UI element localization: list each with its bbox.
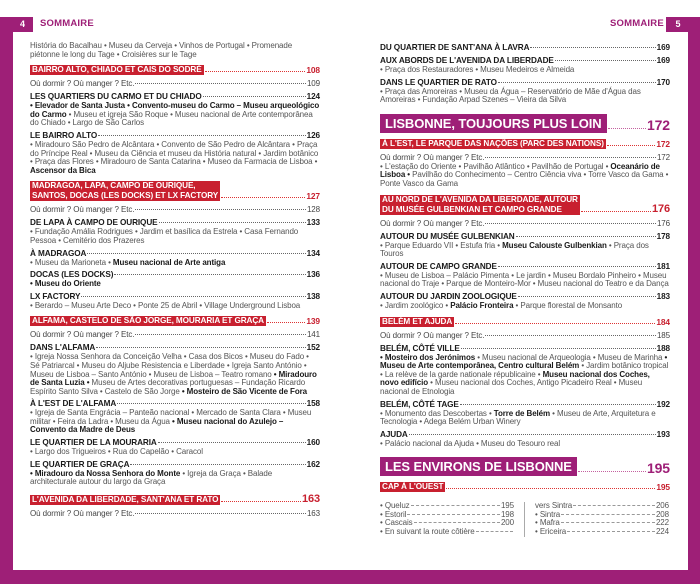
text: • Largo dos Trigueiros • Rua do Capelão • Caracol — [30, 447, 203, 457]
entry-title: vers Sintra — [535, 501, 573, 511]
entry-description — [380, 272, 670, 289]
entry-description — [30, 302, 320, 311]
leader-dots — [205, 71, 306, 72]
highlight-text: Museu nacional dos Coches, novo edifício — [380, 369, 650, 388]
entry-title: • Ericeira — [535, 527, 567, 537]
entry-page: 208 — [655, 509, 669, 519]
entry-page: 162 — [306, 459, 320, 469]
entry-title: Où dormir ? Où manger ? Etc. — [380, 152, 485, 162]
entry-description — [30, 353, 320, 396]
entry-title: Où dormir ? Où manger ? Etc. — [30, 205, 135, 215]
entry-description — [380, 354, 670, 397]
entry-page: 127 — [306, 191, 320, 202]
entry-description — [380, 66, 670, 75]
leader-dots — [498, 82, 656, 83]
leader-dots — [135, 209, 306, 210]
text: • Museu de Lisboa – Palácio Pimenta • Le jardin • Museu Bordalo Pinheiro • Museu nacional do Traje • Parque de Monteiro-Mor • Museu nacional do Teatro e da Dança — [380, 270, 669, 289]
entry-title: LX FACTORY — [30, 291, 81, 301]
entry-page: 183 — [656, 291, 670, 301]
entry-page: 169 — [656, 43, 670, 52]
entry-description — [30, 259, 320, 268]
entry-title: DANS LE QUARTIER DE RATO — [380, 77, 497, 87]
text: • Praça das Amoreiras • Museu da Água – Reservatório de Mãe d'Água das Amoreiras • Fundação Arpad Szenes – Vieira da Silva — [380, 86, 641, 105]
entry-page: 185 — [656, 330, 670, 340]
entry-page: 136 — [306, 270, 320, 280]
entry-description — [380, 302, 670, 311]
entry-title: LE BAIRRO ALTO — [30, 130, 98, 140]
entry-description — [380, 410, 670, 427]
highlight-text: Torre de Belém — [493, 408, 551, 418]
left-page-number: 4 — [12, 17, 33, 32]
leader-dots — [87, 253, 305, 254]
text: • Museu nacional de Arqueologia • Museu de Marinha — [475, 352, 665, 362]
entry-description — [30, 470, 320, 487]
entry-title: DANS L'ALFAMA — [30, 343, 96, 353]
list-column — [380, 502, 514, 536]
entry-title: CAP À L'OUEST — [382, 482, 444, 492]
leader-dots — [221, 501, 301, 502]
leader-dots — [114, 274, 305, 275]
text: • Museu nacional dos Coches, Antigo Picadeiro Real • Museu nacional de Etnologia — [380, 378, 643, 396]
entry-title: • Mafra — [535, 518, 560, 528]
practical-info-entry[interactable] — [30, 79, 320, 89]
entry-page: 124 — [306, 92, 320, 102]
leader-dots — [516, 236, 656, 237]
entry-page: 139 — [306, 316, 320, 327]
leader-dots — [81, 296, 305, 297]
entry-title: Où dormir ? Où manger ? Etc. — [30, 508, 135, 518]
left-page-corner — [0, 17, 12, 32]
entry-title: • En suivant la route côtière — [380, 527, 475, 537]
entry-title: AUTOUR DU MUSÉE GULBENKIAN — [380, 231, 515, 241]
entry-page: 163 — [306, 508, 320, 518]
leader-dots — [607, 145, 655, 146]
entry-page: 126 — [306, 130, 320, 140]
leader-dots — [485, 157, 656, 158]
entry-title: L'AVENIDA DA LIBERDADE, SANT'ANA ET RATO — [32, 494, 219, 504]
entry-title: LE QUARTIER DE GRAÇA — [30, 459, 130, 469]
entry-title: À L'EST, LE PARQUE DAS NAÇÕES (PARC DES NATIONS) — [382, 138, 604, 148]
entry-page: 200 — [500, 518, 514, 528]
leader-dots — [498, 266, 656, 267]
leader-dots — [460, 404, 656, 405]
leader-dots — [567, 531, 655, 532]
entry-page: 195 — [500, 501, 514, 511]
column-divider — [524, 502, 525, 536]
entry-page: 158 — [306, 399, 320, 409]
entry-description — [30, 141, 320, 175]
chapter-banner[interactable] — [380, 195, 670, 215]
text: • Monumento das Descobertas • — [380, 408, 494, 418]
text: • Praça dos Touros — [380, 240, 649, 259]
entry-title: Où dormir ? Où manger ? Etc. — [380, 330, 485, 340]
entry-title: À MADRAGOA — [30, 248, 87, 258]
highlight-text: • Museu de Arte contemporânea, Centro cultural Belém — [380, 352, 668, 371]
leader-dots — [98, 135, 305, 136]
entry-page: 160 — [306, 438, 320, 448]
text: • Igreja de Santa Engrácia – Panteão nacional • Mercado de Santa Clara • Museu militar • Feira da Ladra • Museu da Água — [30, 408, 312, 426]
subsection-list — [380, 502, 670, 536]
highlight-text: • Mosteiro de São Vicente de Fora — [181, 386, 307, 396]
practical-info-entry[interactable] — [30, 509, 320, 519]
entry-description — [30, 409, 320, 435]
text: • Museu et igreja São Roque • Museu nacional de Arte contemporânea do Chiado • Largo de São Carlos — [30, 109, 313, 128]
leader-dots — [476, 531, 513, 532]
entry-description — [30, 102, 320, 128]
entry-title: AUX ABORDS DE L'AVENIDA DA LIBERDADE — [380, 56, 554, 65]
text: • Jardim zoológico • — [380, 300, 451, 310]
section-heading[interactable] — [380, 43, 670, 53]
entry-title: AUTOUR DE CAMPO GRANDE — [380, 261, 497, 271]
entry-description — [30, 448, 320, 457]
leader-dots — [411, 505, 500, 506]
practical-info-entry[interactable] — [30, 330, 320, 340]
leader-dots — [561, 514, 655, 515]
text: • Parque florestal de Monsanto — [513, 300, 623, 310]
text: Pavilhão do Conhecimento – Centro Ciência viva • Torre Vasco da Gama • Ponte Vasco da Gama — [380, 170, 669, 188]
entry-page: 195 — [646, 460, 670, 477]
highlight-text: Oceanário de Lisboa • — [380, 161, 660, 180]
entry-page: 163 — [301, 492, 320, 505]
leader-dots — [461, 348, 656, 349]
text: • Fundação Amália Rodrigues • Jardim et basílica da Estrela • Casa Fernando Pessoa • Cemitério dos Prazeres — [30, 227, 299, 245]
highlight-text: • Elevador de Santa Justa • Convento-museu do Carmo – Museu arqueológico do Carmo — [30, 101, 320, 119]
entry-page: 181 — [656, 261, 670, 271]
entry-title: MADRAGOA, LAPA, CAMPO DE OURIQUE, SANTOS, DOCAS (LES DOCKS) ET LX FACTORY — [32, 181, 219, 201]
leader-dots — [135, 334, 306, 335]
text: • Parque Eduardo VII • Estufa fria • — [380, 240, 503, 250]
entry-title: AU NORD DE L'AVENIDA DA LIBERDADE, AUTOUR DU MUSÉE GULBENKIAN ET CAMPO GRANDE — [382, 194, 578, 214]
practical-info-entry[interactable] — [380, 331, 670, 341]
entry-title: Où dormir ? Où manger ? Etc. — [30, 330, 135, 340]
entry-page: 138 — [306, 291, 320, 301]
entry-title: LE QUARTIER DE LA MOURARIA — [30, 438, 157, 448]
entry-page: 184 — [656, 316, 670, 327]
leader-dots — [518, 296, 656, 297]
part-banner[interactable] — [380, 114, 670, 133]
right-running-title: SOMMAIRE — [610, 18, 664, 29]
entry-page: 109 — [306, 79, 320, 89]
leader-dots — [130, 464, 305, 465]
list-column — [535, 502, 669, 536]
text: • Igreja Nossa Senhora da Conceição Velha • Casa dos Bicos • Museu do Fado • Sé Patriarcal • Museu do Aljube Resistencia e Liberdade • Igreja Santo António • Museu de Lisboa – Santo António • Museu de Lisboa – Teatro romano — [30, 352, 309, 379]
entry-page: 224 — [655, 527, 669, 537]
left-page-border — [0, 32, 13, 584]
text: • Igreja da Graça • Balade architecturale autour du largo da Graça — [30, 468, 273, 487]
entry-title: • Sintra — [535, 509, 561, 519]
highlight-text: • Museu do Oriente — [30, 279, 101, 289]
part-banner[interactable] — [380, 457, 670, 476]
entry-title: AJUDA — [380, 429, 408, 439]
entry-description — [380, 88, 670, 105]
entry-title: DOCAS (LES DOCKS) — [30, 270, 114, 280]
entry-description — [30, 228, 320, 245]
entry-description — [380, 440, 670, 449]
leader-dots — [485, 223, 656, 224]
left-running-title: SOMMAIRE — [40, 18, 94, 29]
entry-page: 152 — [306, 343, 320, 353]
chapter-banner[interactable] — [380, 317, 670, 327]
entry-page: 178 — [656, 231, 670, 241]
leader-dots — [414, 522, 500, 523]
practical-info-entry[interactable] — [380, 219, 670, 229]
text: • Jardim botânico tropical • La relève de la garde nationale républicaine • — [380, 361, 669, 379]
entry-title: AUTOUR DU JARDIN ZOOLOGIQUE — [380, 291, 517, 301]
entry-page: 169 — [656, 56, 670, 65]
entry-page: 176 — [651, 202, 670, 215]
entry-page: 188 — [656, 343, 670, 353]
entry-title: • Estoril — [380, 509, 407, 519]
entry-page: 176 — [656, 218, 670, 228]
entry-page: 170 — [656, 77, 670, 87]
highlight-text: Palácio Fronteira — [450, 300, 514, 310]
entry-description — [380, 242, 670, 259]
leader-dots — [530, 47, 655, 48]
entry-page: 172 — [646, 116, 670, 133]
entry-title: Où dormir ? Où manger ? Etc. — [30, 79, 135, 89]
text: • Miradouro São Pedro de Alcântara • Convento de São Pedro de Alcântara • Praça do Príncipe Real • Museu da Ciência et museu da História natural • Jardim botânico • Praça das Flores • Miradouro de Santa Catarina • Museo da Farmacia de Lisboa • — [30, 139, 319, 167]
entry-title: • Cascais — [380, 518, 413, 528]
entry-title: ALFAMA, CASTELO DE SÃO JORGE, MOURARIA ET GRAÇA — [32, 316, 264, 326]
entry-page: 195 — [656, 482, 670, 493]
text: História do Bacalhau • Museu da Cerveja • Vinhos de Portugal • Promenade piétonne le long du Tage • Croisières sur le Tage — [30, 41, 293, 59]
entry-title: LISBONNE, TOUJOURS PLUS LOIN — [380, 114, 607, 133]
right-page-border — [688, 32, 700, 584]
leader-dots — [455, 323, 655, 324]
text: • L'estação do Oriente • Pavilhão Atlântico • Pavilhão de Portugal • — [380, 161, 611, 171]
entry-page: 206 — [655, 501, 669, 511]
leader-dots — [485, 335, 656, 336]
entry-page: 108 — [306, 65, 320, 76]
list-item[interactable] — [535, 528, 669, 537]
entry-title: BELÉM, CÔTÉ TAGE — [380, 399, 459, 409]
practical-info-entry[interactable] — [30, 205, 320, 215]
entry-title: BAIRRO ALTO, CHIADO ET CAIS DO SODRÉ — [32, 65, 202, 75]
leader-dots — [117, 403, 305, 404]
text: • Museu da Marioneta • — [30, 257, 113, 267]
highlight-text: • Museu nacional do Azulejo – Convento da Madre de Deus — [30, 416, 284, 435]
leader-dots — [221, 197, 305, 198]
entry-page: 222 — [655, 518, 669, 528]
entry-title: DU QUARTIER DE SANT'ANA À LAVRA — [380, 43, 530, 52]
entry-description — [30, 42, 320, 59]
highlight-text: Museu Calouste Gulbenkian — [502, 240, 607, 250]
entry-page: 134 — [306, 248, 320, 258]
leader-dots — [573, 505, 655, 506]
leader-dots — [578, 471, 646, 472]
leader-dots — [608, 128, 646, 129]
text: • Museu de Arte, Arquitetura e Tecnologia • Adega Belém Urban Winery — [380, 408, 656, 427]
entry-title: LES ENVIRONS DE LISBONNE — [380, 457, 577, 476]
entry-page: 133 — [306, 218, 320, 228]
text: • Praça dos Restauradores • Museu Medeiros e Almeida — [380, 65, 575, 74]
chapter-banner[interactable] — [30, 181, 320, 201]
highlight-text: • Mosteiro dos Jerónimos — [380, 352, 476, 362]
entry-title: Où dormir ? Où manger ? Etc. — [380, 218, 485, 228]
text: Museu de Artes decorativas portuguesas – Fundação Ricardo Espírito Santo Silva • Castelo de São Jorge — [30, 378, 306, 396]
list-item[interactable] — [380, 528, 514, 537]
entry-page: 193 — [656, 429, 670, 439]
leader-dots — [561, 522, 655, 523]
entry-title: • Queluz — [380, 501, 410, 511]
leader-dots — [581, 211, 651, 212]
entry-description — [30, 280, 320, 289]
chapter-banner[interactable] — [30, 316, 320, 326]
left-toc-column — [30, 42, 320, 519]
highlight-text: • Miradouro da Nossa Senhora do Monte — [30, 468, 181, 478]
leader-dots — [267, 322, 305, 323]
entry-page: 172 — [656, 152, 670, 162]
chapter-banner[interactable] — [30, 493, 320, 505]
right-page-number: 5 — [666, 17, 700, 32]
chapter-banner[interactable] — [380, 482, 670, 492]
entry-title: BELÉM, CÔTÉ VILLE — [380, 343, 460, 353]
entry-title: LES QUARTIERS DU CARMO ET DU CHIADO — [30, 92, 202, 102]
bottom-border — [0, 570, 700, 584]
chapter-banner[interactable] — [30, 65, 320, 75]
text: • Palácio nacional da Ajuda • Museu do Tesouro real — [380, 438, 561, 448]
highlight-text: Museu nacional de Arte antiga — [112, 257, 226, 267]
highlight-text: Ascensor da Bica — [30, 165, 96, 175]
leader-dots — [203, 96, 306, 97]
leader-dots — [158, 442, 306, 443]
entry-page: 128 — [306, 205, 320, 215]
leader-dots — [96, 347, 305, 348]
entry-page: 198 — [500, 509, 514, 519]
leader-dots — [446, 488, 655, 489]
leader-dots — [555, 60, 656, 61]
leader-dots — [409, 434, 656, 435]
leader-dots — [407, 514, 500, 515]
entry-page: 172 — [656, 138, 670, 149]
leader-dots — [135, 83, 306, 84]
leader-dots — [135, 513, 306, 514]
right-toc-column — [380, 40, 670, 537]
leader-dots — [159, 222, 306, 223]
entry-title: À L'EST DE L'ALFAMA — [30, 399, 117, 409]
entry-description — [380, 163, 670, 189]
entry-title: BELÉM ET AJUDA — [382, 316, 453, 326]
text: • Berardo – Museu Arte Deco • Ponte 25 de Abril • Village Underground Lisboa — [30, 300, 301, 310]
entry-page: 192 — [656, 399, 670, 409]
entry-title: DE LAPA À CAMPO DE OURIQUE — [30, 218, 158, 228]
highlight-text: • Miradouro de Santa Luzia • — [30, 369, 317, 388]
chapter-banner[interactable] — [380, 139, 670, 149]
entry-page: 141 — [306, 330, 320, 340]
